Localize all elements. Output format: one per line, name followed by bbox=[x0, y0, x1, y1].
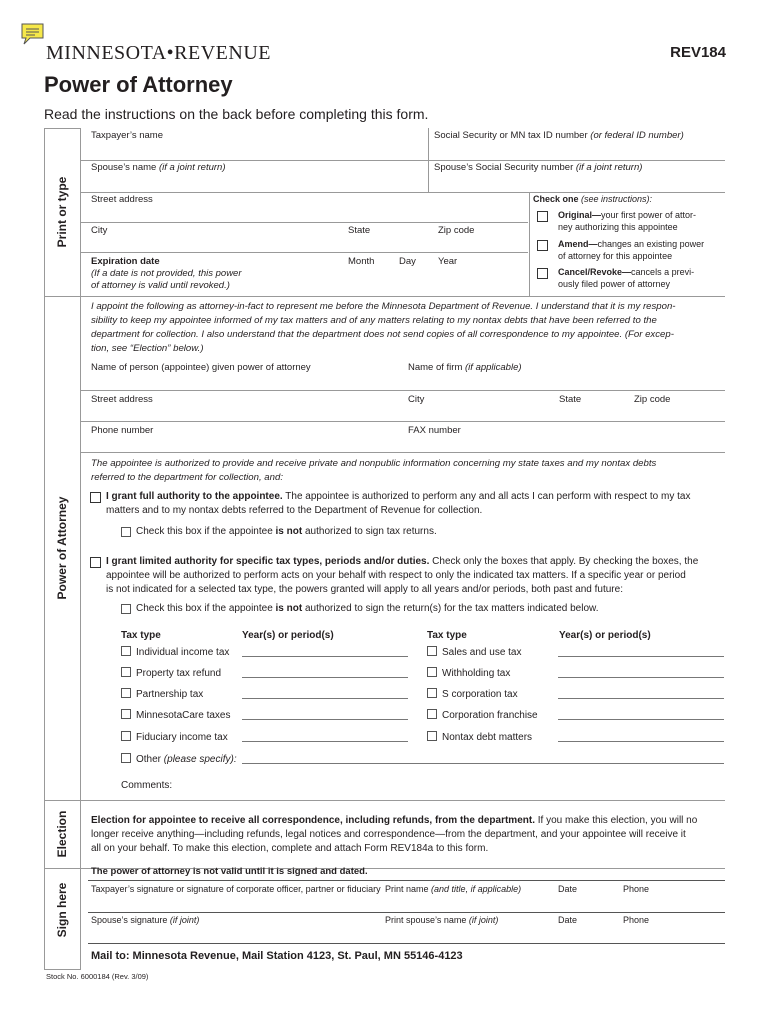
limited-authority-text: I grant limited authority for specific tax types, periods and/or duties. Check only the boxes that apply. By checking the boxes, the appointee will be authorized to perform acts on your behalf with respect to only the indicated tax matters. If a specific year or period is not indicated for a selected tax type, the powers granted will apply to all years and/or periods, both past and future: bbox=[106, 556, 699, 595]
years-input[interactable] bbox=[242, 719, 408, 720]
tax-type-label: Individual income tax bbox=[136, 647, 230, 658]
ssn-field[interactable] bbox=[432, 142, 722, 156]
years-input[interactable] bbox=[558, 677, 724, 678]
ssn-label: Social Security or MN tax ID number (or federal ID number) bbox=[434, 130, 684, 141]
expiration-date-field[interactable] bbox=[344, 268, 524, 288]
amend-label: of attorney for this appointee bbox=[558, 251, 673, 261]
years-input[interactable] bbox=[558, 698, 724, 699]
tax-type-label: Property tax refund bbox=[136, 668, 222, 679]
limited-authority-checkbox[interactable] bbox=[90, 557, 101, 568]
original-label: ney authorizing this appointee bbox=[558, 222, 678, 232]
spouse-ssn-label: Spouse’s Social Security number (if a joint return) bbox=[434, 162, 643, 173]
tax-checkbox[interactable] bbox=[121, 646, 131, 656]
section-label-print: Print or type bbox=[55, 176, 69, 248]
tax-type-label: Sales and use tax bbox=[442, 647, 522, 658]
election-paragraph: Election for appointee to receive all correspondence, including refunds, from the department. If you make this election, you will no longer receive anything—including refunds, legal notices and correspondence—from the department, and your appointee will receive it all on your behalf. To make this election, complete and attach Form REV184a to this form. bbox=[91, 815, 698, 854]
tax-type-label: Fiduciary income tax bbox=[136, 732, 228, 743]
page-title: Power of Attorney bbox=[44, 72, 233, 97]
spouse-signature-field[interactable] bbox=[88, 927, 724, 941]
full-authority-checkbox[interactable] bbox=[90, 492, 101, 503]
date-label: Date bbox=[558, 915, 578, 925]
appointee-name-field[interactable] bbox=[84, 374, 724, 388]
year-label: Year bbox=[438, 256, 458, 267]
tax-type-label: Corporation franchise bbox=[442, 710, 538, 721]
tax-type-label: Nontax debt matters bbox=[442, 732, 533, 743]
month-label: Month bbox=[348, 256, 375, 267]
phone-field[interactable] bbox=[84, 437, 724, 451]
page-subtitle: Read the instructions on the back before completing this form. bbox=[44, 106, 429, 122]
years-input[interactable] bbox=[242, 677, 408, 678]
limited-not-sign-label: Check this box if the appointee is not authorized to sign the return(s) for the tax matters indicated below. bbox=[136, 603, 599, 614]
tax-checkbox[interactable] bbox=[427, 731, 437, 741]
cancel-checkbox[interactable] bbox=[537, 268, 548, 279]
years-input[interactable] bbox=[242, 656, 408, 657]
appointee-name-label: Name of person (appointee) given power of attorney bbox=[91, 362, 311, 373]
amend-checkbox[interactable] bbox=[537, 240, 548, 251]
spouse-signature-label: Spouse’s signature (if joint) bbox=[91, 915, 200, 925]
appointee-city-label: City bbox=[408, 394, 425, 405]
full-not-sign-checkbox[interactable] bbox=[121, 527, 131, 537]
street-field[interactable] bbox=[84, 206, 524, 220]
section-border bbox=[80, 128, 81, 970]
appointee-state-label: State bbox=[559, 394, 582, 405]
tax-type-header: Tax type bbox=[121, 630, 161, 641]
years-input[interactable] bbox=[558, 656, 724, 657]
full-not-sign-label: Check this box if the appointee is not authorized to sign tax returns. bbox=[136, 526, 437, 537]
logo: MINNESOTA•REVENUE bbox=[46, 42, 271, 64]
other-input[interactable] bbox=[242, 763, 724, 764]
date-label: Date bbox=[558, 884, 578, 894]
firm-label: Name of firm (if applicable) bbox=[408, 362, 522, 373]
comments-input[interactable] bbox=[180, 790, 724, 791]
expiration-note: (If a date is not provided, this power bbox=[91, 268, 242, 279]
taxpayer-name-field[interactable] bbox=[84, 142, 426, 156]
years-header: Year(s) or period(s) bbox=[559, 630, 651, 641]
tax-checkbox[interactable] bbox=[427, 709, 437, 719]
tax-checkbox[interactable] bbox=[427, 667, 437, 677]
print-name-label: Print name (and title, if applicable) bbox=[385, 884, 522, 894]
tax-type-label: Withholding tax bbox=[442, 668, 511, 679]
tax-type-header: Tax type bbox=[427, 630, 467, 641]
authorized-paragraph: The appointee is authorized to provide and receive private and nonpublic information concerning my state taxes and my nontax debts referred to the department for collection, and: bbox=[91, 458, 657, 483]
cancel-label: ously filed power of attorney bbox=[558, 279, 671, 289]
day-label: Day bbox=[399, 256, 416, 267]
comments-label: Comments: bbox=[121, 780, 173, 791]
spouse-name-field[interactable] bbox=[84, 174, 426, 188]
full-authority-text: I grant full authority to the appointee. The appointee is authorized to perform any and all acts I can perform with respect to my tax matters and to my nontax debts referred to the Department of Revenue for collection. bbox=[106, 491, 691, 516]
tax-checkbox[interactable] bbox=[121, 709, 131, 719]
phone-label: Phone bbox=[623, 884, 650, 894]
sign-notice: The power of attorney is not valid until it is signed and dated. bbox=[91, 866, 368, 877]
appoint-paragraph: I appoint the following as attorney-in-fact to represent me before the Minnesota Department of Revenue. I understand that it is my respon- sibility to keep my appointee informed of my tax matters and of any matters relating to my nontax debts that have been referred to the department for collection. I also understand that the department does not send copies of all correspondence to my appointee. (For excep- tion, see “Election” below.) bbox=[91, 301, 676, 354]
appointee-zip-label: Zip code bbox=[634, 394, 671, 405]
years-input[interactable] bbox=[242, 698, 408, 699]
mail-to: Mail to: Minnesota Revenue, Mail Station 4123, St. Paul, MN 55146-4123 bbox=[91, 950, 463, 962]
section-label-election: Election bbox=[55, 810, 69, 858]
taxpayer-signature-field[interactable] bbox=[88, 896, 724, 910]
original-label: Original—your first power of attor- bbox=[558, 210, 697, 220]
section-label-poa: Power of Attorney bbox=[55, 496, 69, 600]
comment-icon[interactable] bbox=[20, 22, 46, 46]
spouse-ssn-field[interactable] bbox=[432, 174, 722, 188]
years-input[interactable] bbox=[558, 741, 724, 742]
tax-checkbox[interactable] bbox=[427, 688, 437, 698]
cancel-label: Cancel/Revoke—cancels a previ- bbox=[558, 267, 695, 277]
other-checkbox[interactable] bbox=[121, 753, 131, 763]
original-checkbox[interactable] bbox=[537, 211, 548, 222]
tax-checkbox[interactable] bbox=[121, 688, 131, 698]
expiration-note: of attorney is valid until revoked.) bbox=[91, 280, 230, 291]
stock-number: Stock No. 6000184 (Rev. 3/09) bbox=[46, 972, 149, 981]
street-label: Street address bbox=[91, 194, 153, 205]
tax-type-label: Partnership tax bbox=[136, 689, 204, 700]
city-field[interactable] bbox=[84, 237, 524, 251]
years-header: Year(s) or period(s) bbox=[242, 630, 334, 641]
form-number: REV184 bbox=[670, 44, 726, 61]
fax-label: FAX number bbox=[408, 425, 461, 436]
amend-label: Amend—changes an existing power bbox=[558, 239, 705, 249]
tax-checkbox[interactable] bbox=[121, 667, 131, 677]
tax-type-label: S corporation tax bbox=[442, 689, 518, 700]
print-spouse-label: Print spouse’s name (if joint) bbox=[385, 915, 499, 925]
years-input[interactable] bbox=[242, 741, 408, 742]
city-label: City bbox=[91, 225, 108, 236]
appointee-address-field[interactable] bbox=[84, 406, 724, 420]
limited-not-sign-checkbox[interactable] bbox=[121, 604, 131, 614]
section-label-sign: Sign here bbox=[55, 882, 69, 938]
years-input[interactable] bbox=[558, 719, 724, 720]
zip-label: Zip code bbox=[438, 225, 475, 236]
other-label: Other (please specify): bbox=[136, 754, 237, 765]
taxpayer-name-label: Taxpayer’s name bbox=[91, 130, 163, 141]
section-border bbox=[44, 128, 45, 970]
tax-type-label: MinnesotaCare taxes bbox=[136, 710, 231, 721]
check-one-label: Check one (see instructions): bbox=[533, 194, 653, 204]
tax-checkbox[interactable] bbox=[121, 731, 131, 741]
expiration-label: Expiration date bbox=[91, 256, 160, 267]
phone-label: Phone number bbox=[91, 425, 154, 436]
tax-checkbox[interactable] bbox=[427, 646, 437, 656]
phone-label: Phone bbox=[623, 915, 650, 925]
state-label: State bbox=[348, 225, 371, 236]
appointee-street-label: Street address bbox=[91, 394, 153, 405]
taxpayer-signature-label: Taxpayer’s signature or signature of corporate officer, partner or fiduciary bbox=[91, 884, 381, 894]
spouse-name-label: Spouse’s name (if a joint return) bbox=[91, 162, 226, 173]
